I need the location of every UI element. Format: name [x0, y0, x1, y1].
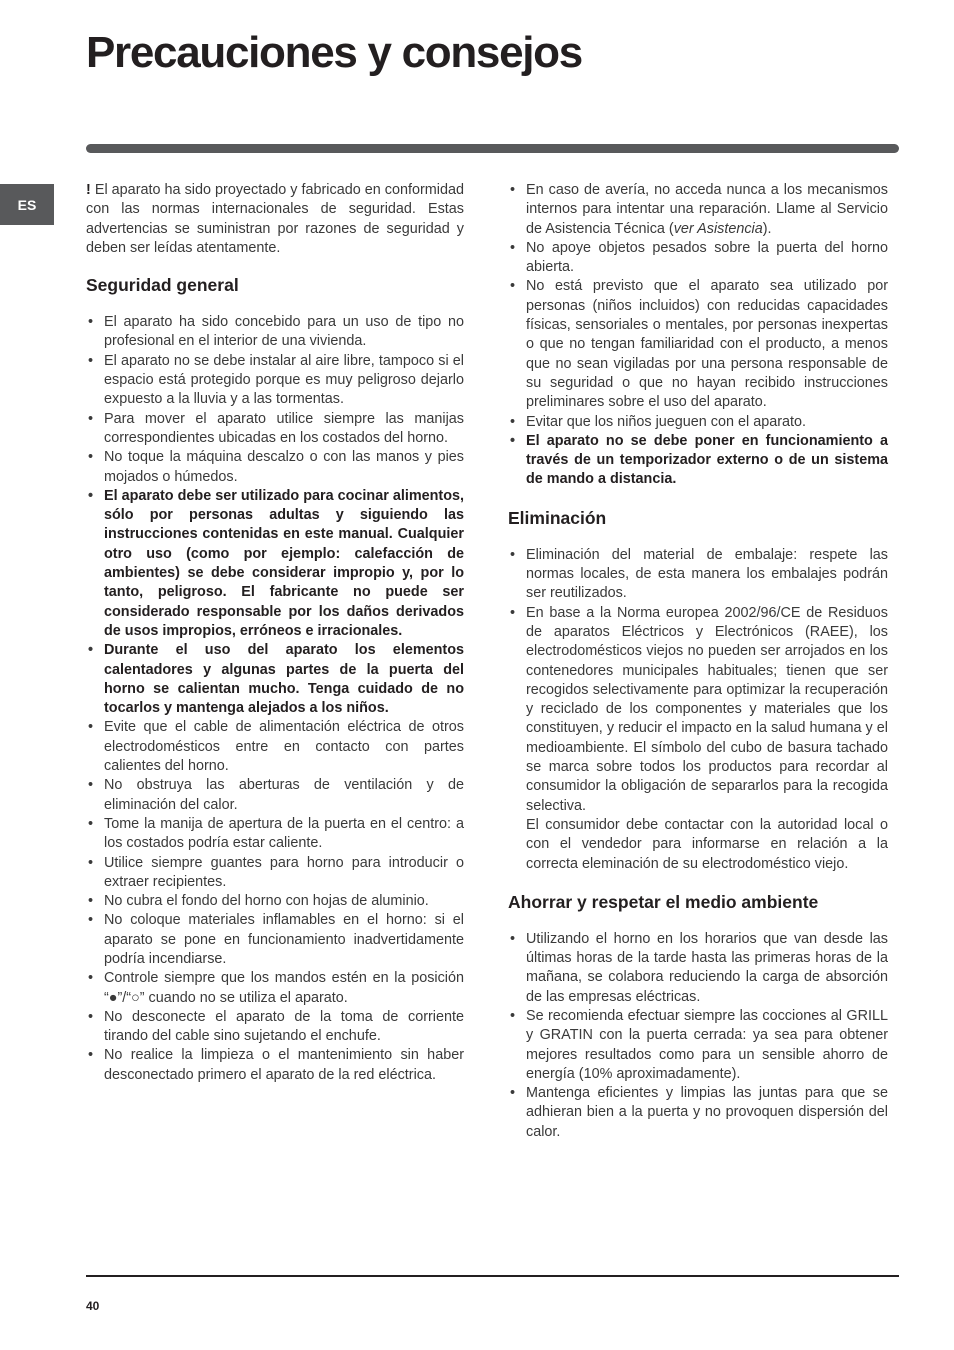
item-text: • En base a la Norma europea 2002/96/CE de Residuos de aparatos Eléctricos y Electrónicos (RAEE), los electrodomésticos viejos no pueden ser arrojados en los contenedores municipales habituales; tienen que ser recogidos selectivamente para optimizar la recuperación y reciclado de los componentes y materiales que los constituyen, y reducir el impacto en la salud humana y el medioambiente. El símbolo del cubo de basura tachado se marca sobre todos los productos para recordar al consumidor la obligación de separarlos para la recogida selectiva. — [526, 604, 888, 814]
list-item: • Controle siempre que los mandos estén en la posición “●”/“○” cuando no se utiliza el aparato. — [86, 969, 464, 1008]
list-item: • El aparato no se debe instalar al aire libre, tampoco si el espacio está protegido porque es muy peligroso dejarlo expuesto a la lluvia y a las tormentas. — [86, 352, 464, 410]
list-item: • No cubra el fondo del horno con hojas de aluminio. — [86, 892, 464, 911]
section-heading-eliminacion: Eliminación — [508, 507, 607, 528]
list-item: • Se recomienda efectuar siempre las cocciones al GRILL y GRATIN con la puerta cerrada: ya sea para obtener mejores resultados como para un sensible ahorro de energía (10% aproximadamente). — [508, 1007, 888, 1084]
footer-divider — [86, 1275, 899, 1277]
list-item: • No apoye objetos pesados sobre la puerta del horno abierta. — [508, 239, 888, 278]
list-item: • No obstruya las aberturas de ventilación y de eliminación del calor. — [86, 776, 464, 815]
item-continuation: El consumidor debe contactar con la autoridad local o con el vendedor para informarse en relación a la correcta eleminación de su electrodoméstico viejo. — [526, 816, 888, 872]
list-item: • No toque la máquina descalzo o con las manos y pies mojados o húmedos. — [86, 448, 464, 487]
cross-reference: ver Asistencia — [673, 220, 763, 237]
list-item: • Eliminación del material de embalaje: respete las normas locales, de esta manera los embalajes podrán ser reutilizados. — [508, 546, 888, 604]
list-item: • Mantenga eficientes y limpias las juntas para que se adhieran bien a la puerta y no provoquen dispersión del calor. — [508, 1084, 888, 1142]
right-column — [508, 181, 888, 1142]
section-heading-seguridad: Seguridad general — [86, 275, 239, 296]
page-title: Precauciones y consejos — [86, 28, 582, 77]
list-item-bold: • El aparato no se debe poner en funcionamiento a través de un temporizador externo o de un sistema de mando a distancia. — [508, 432, 888, 490]
list-item — [508, 604, 888, 874]
list-item: • No realice la limpieza o el mantenimiento sin haber desconectado primero el aparato de la red eléctrica. — [86, 1046, 464, 1085]
list-item: • Utilizando el horno en los horarios que van desde las últimas horas de la tarde hasta las primeras horas de la mañana, se colabora reduciendo la carga de absorción de las empresas eléctricas. — [508, 930, 888, 1007]
eliminacion-list — [508, 546, 888, 874]
list-item: • El aparato ha sido concebido para un uso de tipo no profesional en el interior de una vivienda. — [86, 313, 464, 352]
list-item: • No está previsto que el aparato sea utilizado por personas (niños incluidos) con reducidas capacidades físicas, sensoriales o mentales, por personas inexpertas o que no tengan familiaridad con el producto, a menos que no sean vigiladas por una persona responsable de su seguridad o que no hayan recibido instrucciones preliminares sobre el uso del aparato. — [508, 277, 888, 412]
item-text: ). — [762, 220, 772, 237]
intro-paragraph — [86, 181, 464, 258]
list-item-bold: • Durante el uso del aparato los elementos calentadores y algunas partes de la puerta del horno se calientan mucho. Tenga cuidado de no tocarlos y mantenga alejados a los niños. — [86, 641, 464, 718]
ahorro-list — [508, 930, 888, 1142]
intro-text: El aparato ha sido proyectado y fabricado en conformidad con las normas internacionales de seguridad. Estas advertencias se suministran por razones de seguridad y deben ser leídas atentamente. — [86, 182, 464, 256]
page-number: 40 — [86, 1299, 100, 1313]
list-item-bold: • El aparato debe ser utilizado para cocinar alimentos, sólo por personas adultas y siguiendo las instrucciones contenidas en este manual. Cualquier otro uso (como por ejemplo: calefacción de ambientes) se debe considerar impropio y, por lo tanto, peligroso. El fabricante no puede ser considerado responsable por los daños derivados de usos impropios, erróneos e irracionales. — [86, 487, 464, 641]
left-column — [86, 181, 464, 1085]
list-item: • No desconecte el aparato de la toma de corriente tirando del cable sino sujetando el enchufe. — [86, 1008, 464, 1047]
list-item: • Para mover el aparato utilice siempre las manijas correspondientes ubicadas en los costados del horno. — [86, 410, 464, 449]
seguridad-list-continued — [508, 181, 888, 490]
language-tab: ES — [0, 184, 54, 225]
list-item: • Utilice siempre guantes para horno para introducir o extraer recipientes. — [86, 854, 464, 893]
title-divider — [86, 144, 899, 153]
item-text: En caso de avería, no acceda nunca a los mecanismos internos para intentar una reparación. Llame al Servicio de Asistencia Técnica ( — [526, 182, 888, 237]
list-item: • No coloque materiales inflamables en el horno: si el aparato se pone en funcionamiento inadvertidamente podría incendiarse. — [86, 911, 464, 969]
seguridad-list — [86, 313, 464, 1085]
list-item: • Evite que el cable de alimentación eléctrica de otros electrodomésticos entre en contacto con partes calientes del horno. — [86, 718, 464, 776]
list-item — [508, 181, 888, 239]
list-item: • Tome la manija de apertura de la puerta en el centro: a los costados podría estar caliente. — [86, 815, 464, 854]
list-item: • Evitar que los niños jueguen con el aparato. — [508, 413, 888, 432]
warning-mark: ! — [86, 182, 91, 198]
section-heading-ahorro: Ahorrar y respetar el medio ambiente — [508, 891, 819, 912]
